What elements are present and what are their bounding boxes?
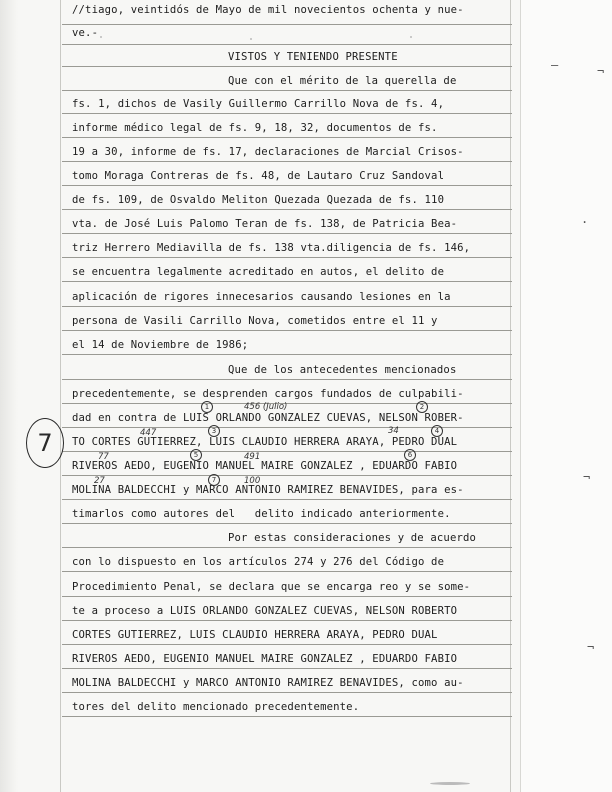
text-line: te a proceso a LUIS ORLANDO GONZALEZ CUEVAS, NELSON ROBERTO <box>72 605 458 617</box>
text-line: Procedimiento Penal, se declara que se encarga reo y se some- <box>72 581 471 593</box>
circled-number: 7 <box>208 474 220 486</box>
ruled-line <box>62 306 512 307</box>
text-line: RIVEROS AEDO, EUGENIO MANUEL MAIRE GONZALEZ , EDUARDO FABIO <box>72 460 458 472</box>
ruled-line <box>62 185 512 186</box>
ruled-line <box>62 451 512 452</box>
scan-mark: – <box>551 58 559 72</box>
ruled-line <box>62 66 512 67</box>
circled-number: 2 <box>416 401 428 413</box>
ruled-line <box>62 668 512 669</box>
ruled-line <box>62 161 512 162</box>
ruled-line <box>62 379 512 380</box>
text-line: triz Herrero Mediavilla de fs. 138 vta.diligencia de fs. 146, <box>72 242 471 254</box>
text-line: MOLINA BALDECCHI y MARCO ANTONIO RAMIREZ BENAVIDES, como au- <box>72 677 464 689</box>
text-line: precedentemente, se desprenden cargos fundados de culpabili- <box>72 388 464 400</box>
text-line: tomo Moraga Contreras de fs. 48, de Lautaro Cruz Sandoval <box>72 170 445 182</box>
text-line: TO CORTES GUTIERREZ, LUIS CLAUDIO HERRERA ARAYA, PEDRO DUAL <box>72 436 458 448</box>
scan-mark: ¬ <box>583 470 591 484</box>
text-line: 19 a 30, informe de fs. 17, declaraciones de Marcial Crisos- <box>72 146 464 158</box>
text-line: aplicación de rigores innecesarios causando lesiones en la <box>72 291 451 303</box>
section-heading: VISTOS Y TENIENDO PRESENTE <box>228 51 398 63</box>
ruled-line <box>62 427 512 428</box>
text-line: dad en contra de LUIS ORLANDO GONZALEZ CUEVAS, NELSON ROBER- <box>72 412 464 424</box>
text-line: CORTES GUTIERREZ, LUIS CLAUDIO HERRERA ARAYA, PEDRO DUAL <box>72 629 438 641</box>
ruled-line <box>62 233 512 234</box>
scan-speck <box>100 36 102 38</box>
text-line: Que de los antecedentes mencionados <box>228 364 457 376</box>
text-line: persona de Vasili Carrillo Nova, cometidos entre el 11 y <box>72 315 438 327</box>
text-line: con lo dispuesto en los artículos 274 y 276 del Código de <box>72 556 445 568</box>
circled-number: 3 <box>208 425 220 437</box>
ruled-line <box>62 716 512 717</box>
ruled-line <box>62 692 512 693</box>
margin-rule <box>60 0 61 792</box>
handwritten-annotation: 34 <box>388 426 399 436</box>
ruled-line <box>62 475 512 476</box>
ruled-line <box>62 44 512 45</box>
document-page <box>58 0 510 792</box>
handwritten-annotation: 491 <box>244 452 261 462</box>
scan-left-edge <box>0 0 18 792</box>
scan-mark: ¬ <box>587 640 595 654</box>
ruled-line <box>62 644 512 645</box>
text-line: MOLINA BALDECCHI y MARCO ANTONIO RAMIREZ BENAVIDES, para es- <box>72 484 464 496</box>
handwritten-annotation: 100 <box>244 476 261 486</box>
handwritten-annotation: 27 <box>94 476 105 486</box>
circled-number: 5 <box>190 449 202 461</box>
scan-mark: . <box>581 212 589 226</box>
circled-number: 1 <box>201 401 213 413</box>
text-line: el 14 de Noviembre de 1986; <box>72 339 249 351</box>
text-line: Por estas consideraciones y de acuerdo <box>228 532 477 544</box>
handwritten-annotation: 456 (Julio) <box>244 402 288 412</box>
text-line: ve.- <box>72 27 99 39</box>
ruled-line <box>62 547 512 548</box>
text-line: de fs. 109, de Osvaldo Meliton Quezada Quezada de fs. 110 <box>72 194 445 206</box>
ruled-line <box>62 24 512 25</box>
ruled-line <box>62 596 512 597</box>
scan-speck <box>250 38 252 40</box>
circled-number: 6 <box>404 449 416 461</box>
text-line: vta. de José Luis Palomo Teran de fs. 138, de Patricia Bea- <box>72 218 458 230</box>
text-line: timarlos como autores del delito indicado anteriormente. <box>72 508 451 520</box>
ruled-line <box>62 113 512 114</box>
ruled-line <box>62 571 512 572</box>
scan-speck <box>430 782 470 785</box>
ruled-line <box>62 281 512 282</box>
handwritten-annotation: 77 <box>98 452 109 462</box>
ruled-line <box>62 90 512 91</box>
scan-mark: ¬ <box>597 64 605 78</box>
ruled-line <box>62 523 512 524</box>
text-line: fs. 1, dichos de Vasily Guillermo Carrillo Nova de fs. 4, <box>72 98 445 110</box>
handwritten-annotation: 447 <box>140 428 157 438</box>
text-line: RIVEROS AEDO, EUGENIO MANUEL MAIRE GONZALEZ , EDUARDO FABIO <box>72 653 458 665</box>
ruled-line <box>62 354 512 355</box>
circled-number: 4 <box>431 425 443 437</box>
ruled-line <box>62 499 512 500</box>
text-line: Que con el mérito de la querella de <box>228 75 457 87</box>
ruled-line <box>62 137 512 138</box>
text-line: se encuentra legalmente acreditado en autos, el delito de <box>72 266 445 278</box>
ruled-line <box>62 620 512 621</box>
scan-next-page-edge <box>520 0 612 792</box>
ruled-line <box>62 209 512 210</box>
scan-speck <box>410 36 412 38</box>
text-line: //tiago, veintidós de Mayo de mil novecientos ochenta y nue- <box>72 4 464 16</box>
text-line: tores del delito mencionado precedentemente. <box>72 701 360 713</box>
margin-circled-number: 7 <box>26 418 64 468</box>
ruled-line <box>62 330 512 331</box>
text-line: informe médico legal de fs. 9, 18, 32, documentos de fs. <box>72 122 438 134</box>
ruled-line <box>62 257 512 258</box>
